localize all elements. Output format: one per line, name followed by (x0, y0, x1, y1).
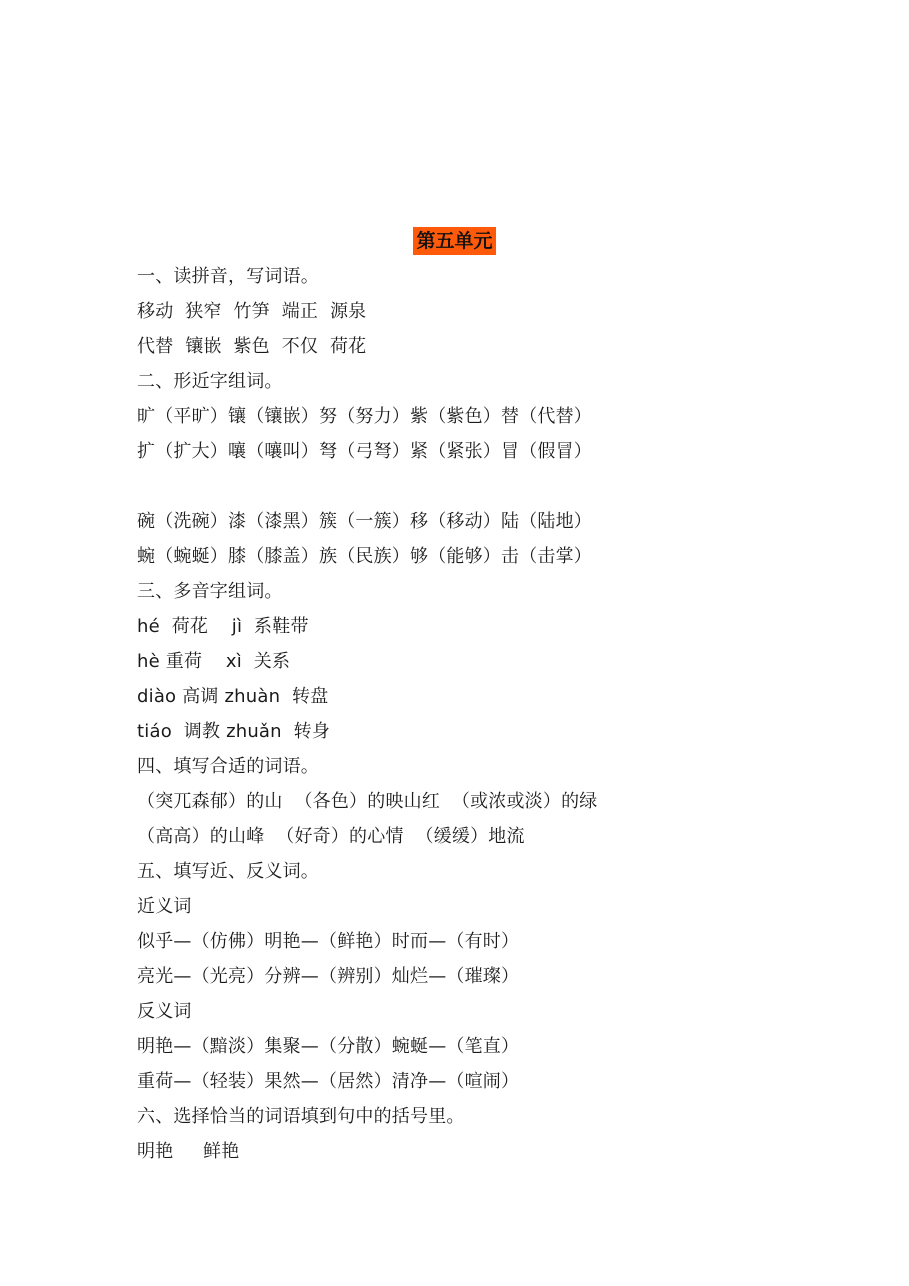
word-group-line: 旷（平旷）镶（镶嵌）努（努力）紫（紫色）替（代替） (137, 406, 592, 427)
choice-words-line: 明艳 鲜艳 (137, 1141, 240, 1162)
section-heading-1: 一、读拼音，写词语。 (137, 266, 319, 287)
pinyin-line: tiáo 调教 zhuǎn 转身 (137, 721, 331, 742)
synonym-line: 似乎—（仿佛）明艳—（鲜艳）时而—（有时） (137, 931, 520, 952)
pinyin-line: hè 重荷 xì 关系 (137, 651, 291, 672)
synonym-line: 亮光—（光亮）分辨—（辨别）灿烂—（璀璨） (137, 966, 520, 987)
antonym-label: 反义词 (137, 1001, 192, 1022)
section-heading-5: 五、填写近、反义词。 (137, 861, 319, 882)
pinyin-line: hé 荷花 jì 系鞋带 (137, 616, 309, 637)
word-line: 代替 镶嵌 紫色 不仅 荷花 (137, 336, 367, 357)
document-body (137, 259, 837, 1169)
section-heading-6: 六、选择恰当的词语填到句中的括号里。 (137, 1106, 465, 1127)
fill-line: （突兀森郁）的山 （各色）的映山红 （或浓或淡）的绿 (137, 791, 598, 812)
word-group-line: 扩（扩大）嚷（嚷叫）弩（弓弩）紧（紧张）冒（假冒） (137, 441, 592, 462)
synonym-label: 近义词 (137, 896, 192, 917)
section-heading-3: 三、多音字组词。 (137, 581, 283, 602)
section-heading-4: 四、填写合适的词语。 (137, 756, 319, 777)
antonym-line: 明艳—（黯淡）集聚—（分散）蜿蜒—（笔直） (137, 1036, 520, 1057)
pinyin-line: diào 高调 zhuàn 转盘 (137, 686, 329, 707)
antonym-line: 重荷—（轻装）果然—（居然）清净—（喧闹） (137, 1071, 520, 1092)
word-line: 移动 狭窄 竹笋 端正 源泉 (137, 301, 367, 322)
blank-line (137, 469, 837, 504)
section-heading-2: 二、形近字组词。 (137, 371, 283, 392)
fill-line: （高高）的山峰 （好奇）的心情 （缓缓）地流 (137, 826, 525, 847)
word-group-line: 碗（洗碗）漆（漆黑）簇（一簇）移（移动）陆（陆地） (137, 511, 592, 532)
word-group-line: 蜿（蜿蜒）膝（膝盖）族（民族）够（能够）击（击掌） (137, 546, 592, 567)
unit-title: 第五单元 (413, 227, 495, 255)
title-wrap (0, 227, 909, 255)
